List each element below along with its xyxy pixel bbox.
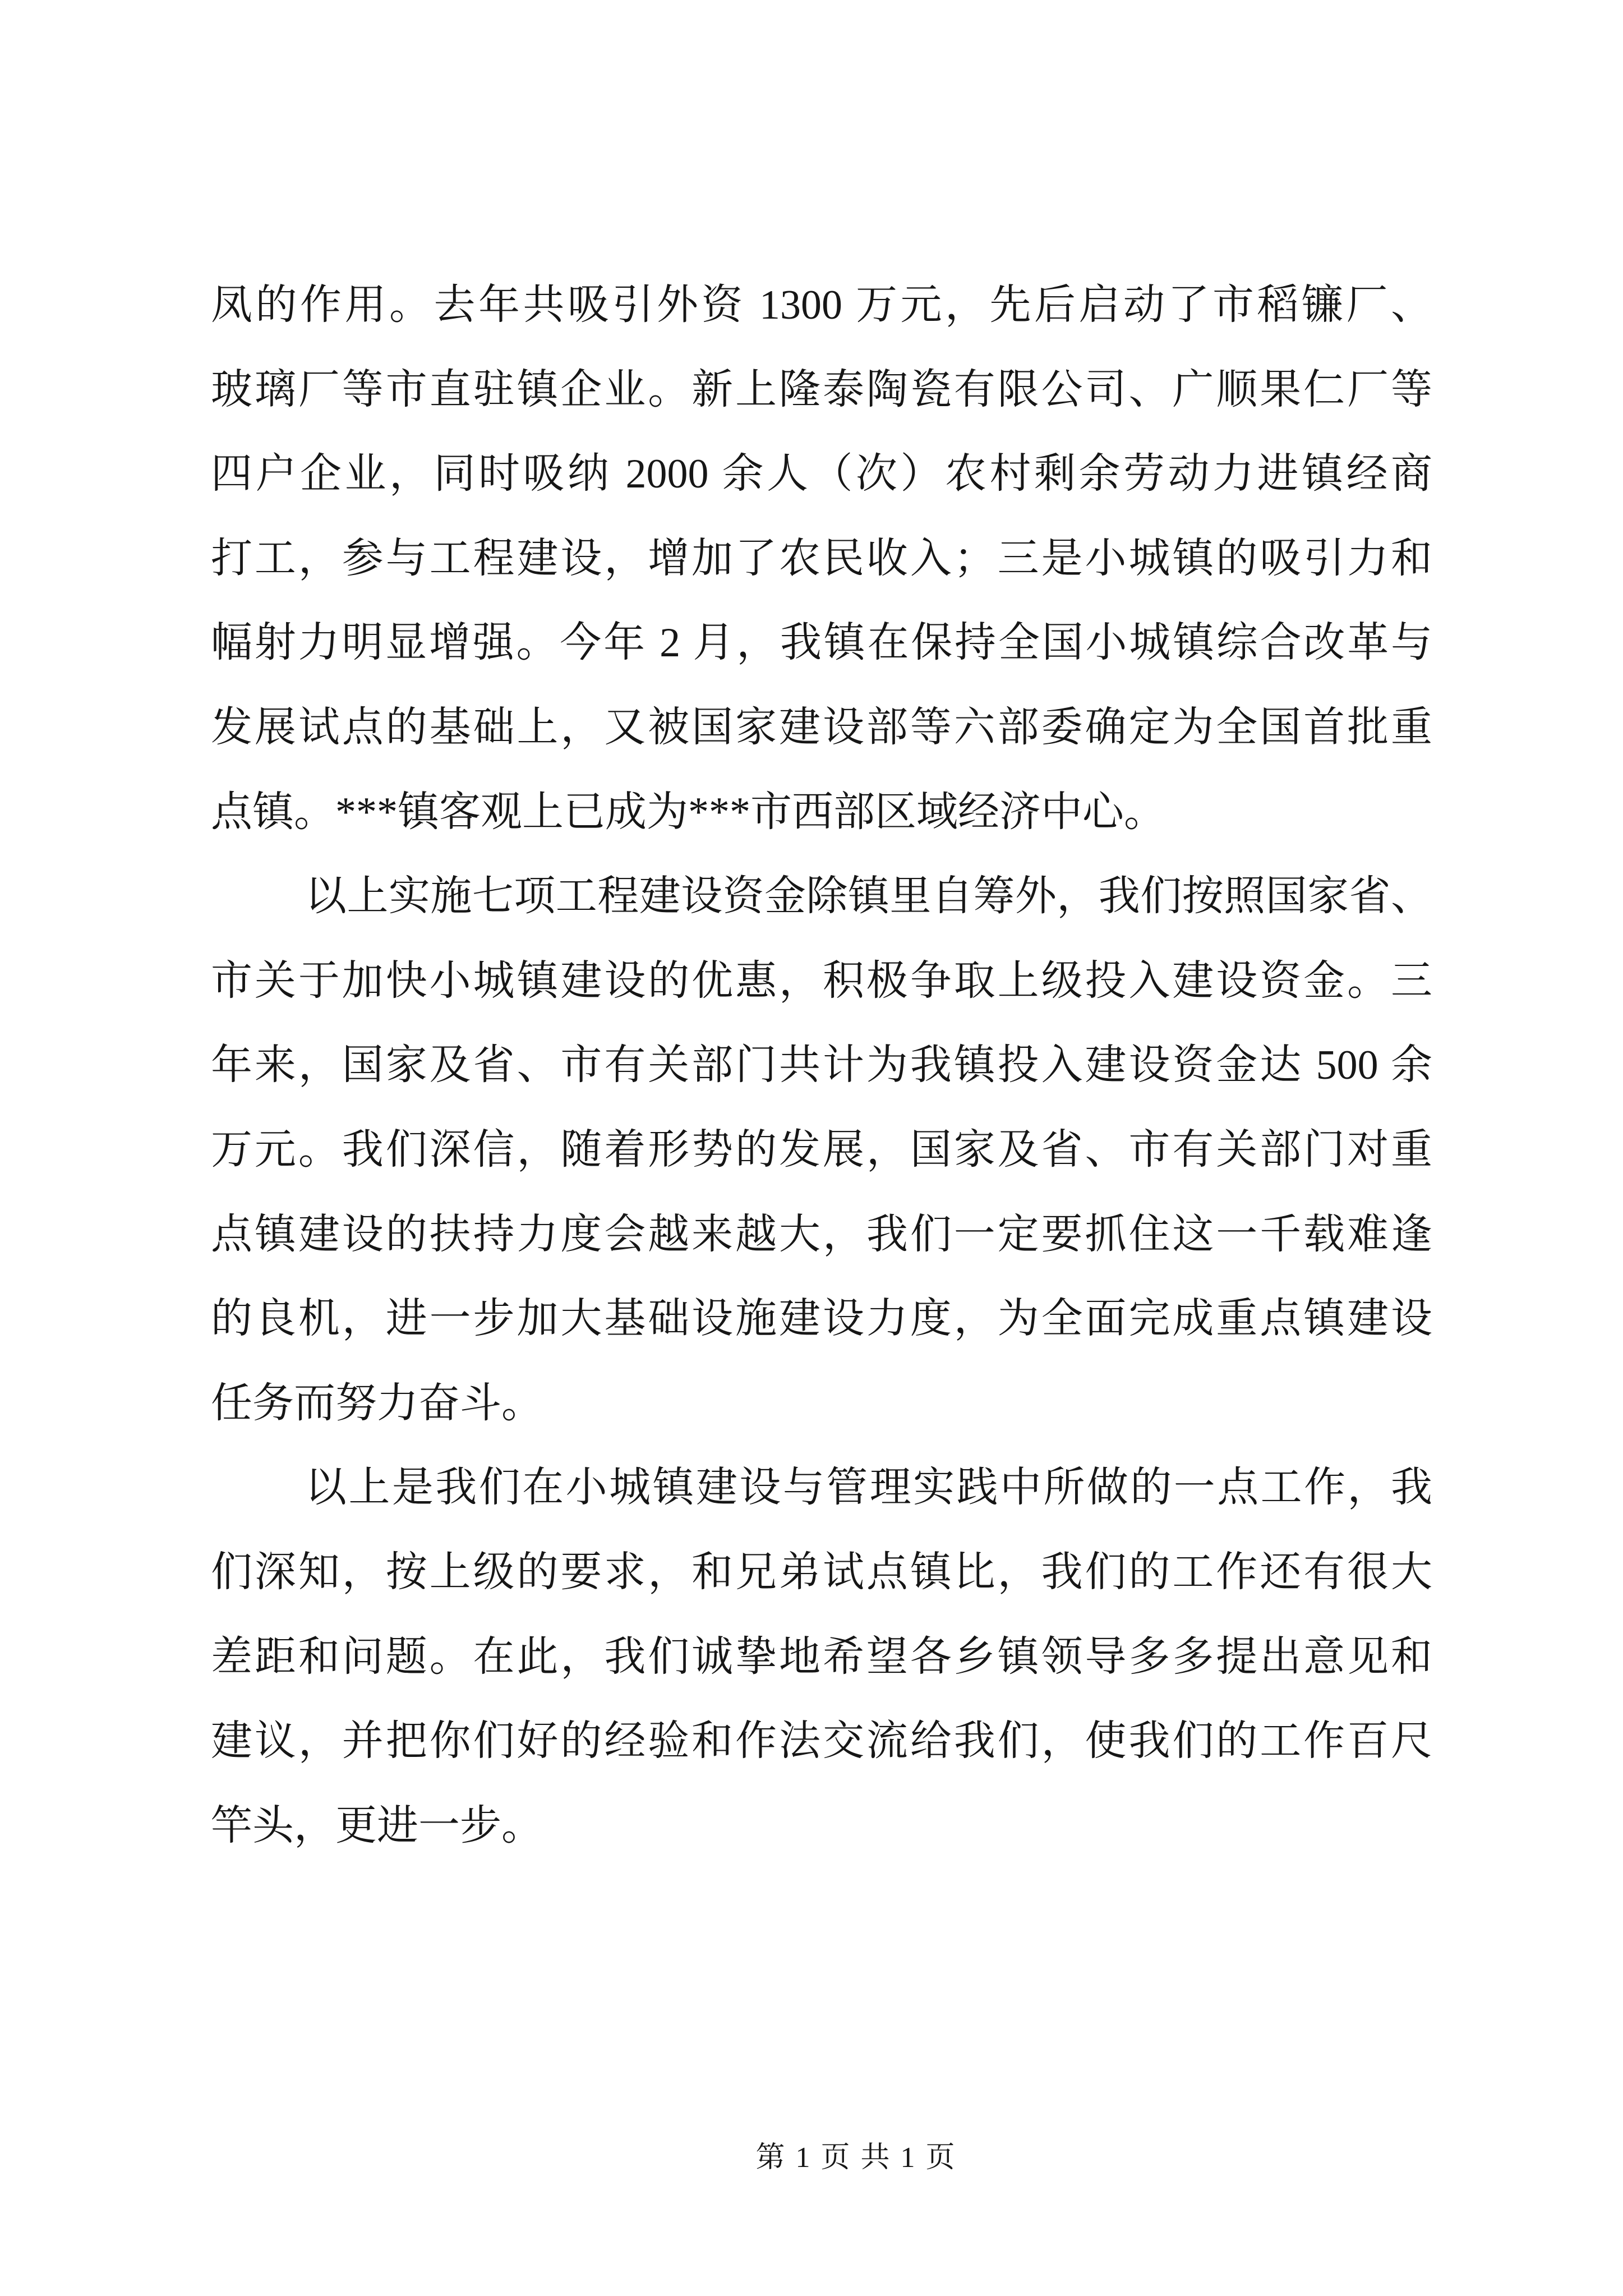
page-number-footer: 第 1 页 共 1 页 <box>755 2142 955 2174</box>
text-line: 万元。我们深信，随着形势的发展，国家及省、市有关部门对重 <box>211 1126 1432 1173</box>
text-line: 发展试点的基础上，又被国家建设部等六部委确定为全国首批重 <box>211 704 1432 751</box>
text-line: 四户企业，同时吸纳 2000 余人（次）农村剩余劳动力进镇经商 <box>211 451 1432 498</box>
document-body <box>211 263 1432 1868</box>
text-line: 点镇。***镇客观上已成为***市西部区域经济中心。 <box>211 789 1165 835</box>
text-line: 建议，并把你们好的经验和作法交流给我们，使我们的工作百尺 <box>211 1718 1432 1765</box>
text-line: 幅射力明显增强。今年 2 月，我镇在保持全国小城镇综合改革与 <box>211 620 1432 666</box>
text-line: 们深知，按上级的要求，和兄弟试点镇比，我们的工作还有很大 <box>211 1549 1432 1595</box>
text-line: 的良机，进一步加大基础设施建设力度，为全面完成重点镇建设 <box>211 1296 1432 1342</box>
paragraph-3 <box>211 1446 1432 1868</box>
text-line: 市关于加快小城镇建设的优惠，积极争取上级投入建设资金。三 <box>211 958 1432 1004</box>
text-line: 凤的作用。去年共吸引外资 1300 万元，先后启动了市稻镰厂、 <box>211 282 1432 328</box>
text-line: 玻璃厂等市直驻镇企业。新上隆泰陶瓷有限公司、广顺果仁厂等 <box>211 366 1432 413</box>
text-line: 任务而努力奋斗。 <box>211 1380 543 1427</box>
text-line: 年来，国家及省、市有关部门共计为我镇投入建设资金达 500 余 <box>211 1042 1432 1089</box>
text-line: 打工，参与工程建设，增加了农民收入；三是小城镇的吸引力和 <box>211 535 1432 582</box>
text-line: 点镇建设的扶持力度会越来越大，我们一定要抓住这一千载难逢 <box>211 1211 1432 1258</box>
text-line: 差距和问题。在此，我们诚挚地希望各乡镇领导多多提出意见和 <box>211 1634 1432 1680</box>
paragraph-1 <box>211 263 1432 854</box>
paragraph-2 <box>211 854 1432 1446</box>
text-line: 以上是我们在小城镇建设与管理实践中所做的一点工作，我 <box>305 1465 1432 1511</box>
text-line: 竿头，更进一步。 <box>211 1802 543 1849</box>
text-line: 以上实施七项工程建设资金除镇里自筹外，我们按照国家省、 <box>305 873 1432 920</box>
